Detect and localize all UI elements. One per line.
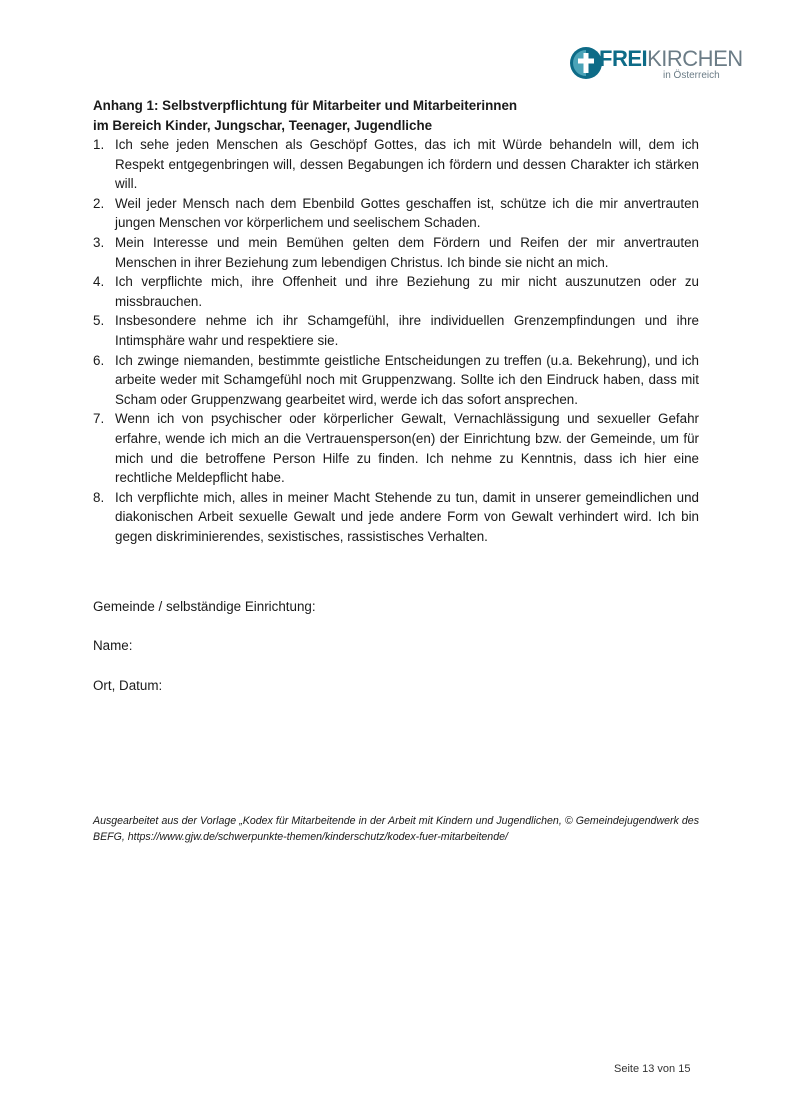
logo-brand-bold: FREI — [599, 46, 648, 71]
name-field-label: Name: — [93, 638, 133, 653]
item-number: 7. — [93, 411, 105, 427]
item-number: 1. — [93, 137, 105, 152]
item-text: Insbesondere nehme ich ihr Schamgefühl, ihre individuellen Grenzempfindungen und ihre Intimsphäre wahr und respektiere sie. — [115, 313, 699, 348]
title-line-2: im Bereich Kinder, Jungschar, Teenager, Jugendliche — [93, 117, 433, 133]
document-title — [93, 96, 703, 135]
item-number: 6. — [93, 352, 105, 368]
item-text: Ich sehe jeden Menschen als Geschöpf Gottes, das ich mit Würde behandeln will, dem ich Respekt entgegenbringen will, dessen Begabungen ich fördern und dessen Charakter ich stärken will. — [115, 137, 699, 192]
item-number: 4. — [93, 274, 105, 290]
title-line-1: Anhang 1: Selbstverpflichtung für Mitarbeiter und Mitarbeiterinnen — [93, 98, 518, 113]
page-number: Seite 13 von 15 — [614, 1063, 691, 1075]
item-number: 5. — [93, 313, 105, 329]
cross-circle-icon — [569, 46, 603, 80]
source-note: Ausgearbeitet aus der Vorlage „Kodex für Mitarbeitende in der Arbeit mit Kindern und Jugendlichen, © Gemeindejugendwerk des BEFG, https://www.gjw.de/schwerpunkte-themen/kinderschutz/kodex-fuer-mitarbeitende/ — [93, 815, 699, 844]
commitment-list — [93, 135, 699, 546]
commitment-item — [93, 351, 699, 410]
logo-brand-light: KIRCHEN — [647, 46, 743, 71]
place-date-field-label: Ort, Datum: — [93, 678, 163, 693]
freikirchen-logo — [569, 46, 769, 82]
item-text: Ich zwinge niemanden, bestimmte geistliche Entscheidungen zu treffen (u.a. Bekehrung), und ich arbeite weder mit Schamgefühl noch mit Gruppenzwang. Sollte ich den Eindruck haben, dass mit Scham oder Gruppenzwang gearbeitet wird, werde ich das sofort ansprechen. — [115, 352, 699, 407]
commitment-item — [93, 272, 699, 311]
item-text: Wenn ich von psychischer oder körperlicher Gewalt, Vernachlässigung und sexueller Gefahr erfahre, wende ich mich an die Vertrauensperson(en) der Einrichtung bzw. der Gemeinde, um für mich und die betroffene Person Hilfe zu finden. Ich nehme zu Kenntnis, dass ich hier eine rechtliche Meldepflicht habe. — [115, 411, 699, 486]
item-text: Ich verpflichte mich, alles in meiner Macht Stehende zu tun, damit in unserer gemeindlichen und diakonischen Arbeit sexuelle Gewalt und jede andere Form von Gewalt verhindert wird. Ich bin gegen diskriminierendes, sexistisches, rassistisches Verhalten. — [115, 489, 699, 544]
item-text: Ich verpflichte mich, ihre Offenheit und ihre Beziehung zu mir nicht auszunutzen oder zu missbrauchen. — [115, 274, 699, 309]
commitment-item — [93, 135, 699, 194]
commitment-item — [93, 311, 699, 350]
item-number: 3. — [93, 234, 105, 250]
logo-subtitle: in Österreich — [663, 70, 720, 81]
community-field-label: Gemeinde / selbständige Einrichtung: — [93, 599, 316, 614]
item-text: Mein Interesse und mein Bemühen gelten dem Fördern und Reifen der mir anvertrauten Menschen in ihrer Beziehung zum lebendigen Christus. Ich binde sie nicht an mich. — [115, 234, 699, 270]
item-number: 8. — [93, 489, 105, 505]
commitment-item — [93, 233, 699, 272]
item-text: Weil jeder Mensch nach dem Ebenbild Gottes geschaffen ist, schütze ich die mir anvertrauten jungen Menschen vor körperlichem und seelischem Schaden. — [115, 195, 699, 231]
commitment-item — [93, 194, 699, 233]
logo-wordmark — [599, 48, 743, 70]
commitment-item — [93, 409, 699, 487]
commitment-item — [93, 488, 699, 547]
item-number: 2. — [93, 195, 105, 211]
